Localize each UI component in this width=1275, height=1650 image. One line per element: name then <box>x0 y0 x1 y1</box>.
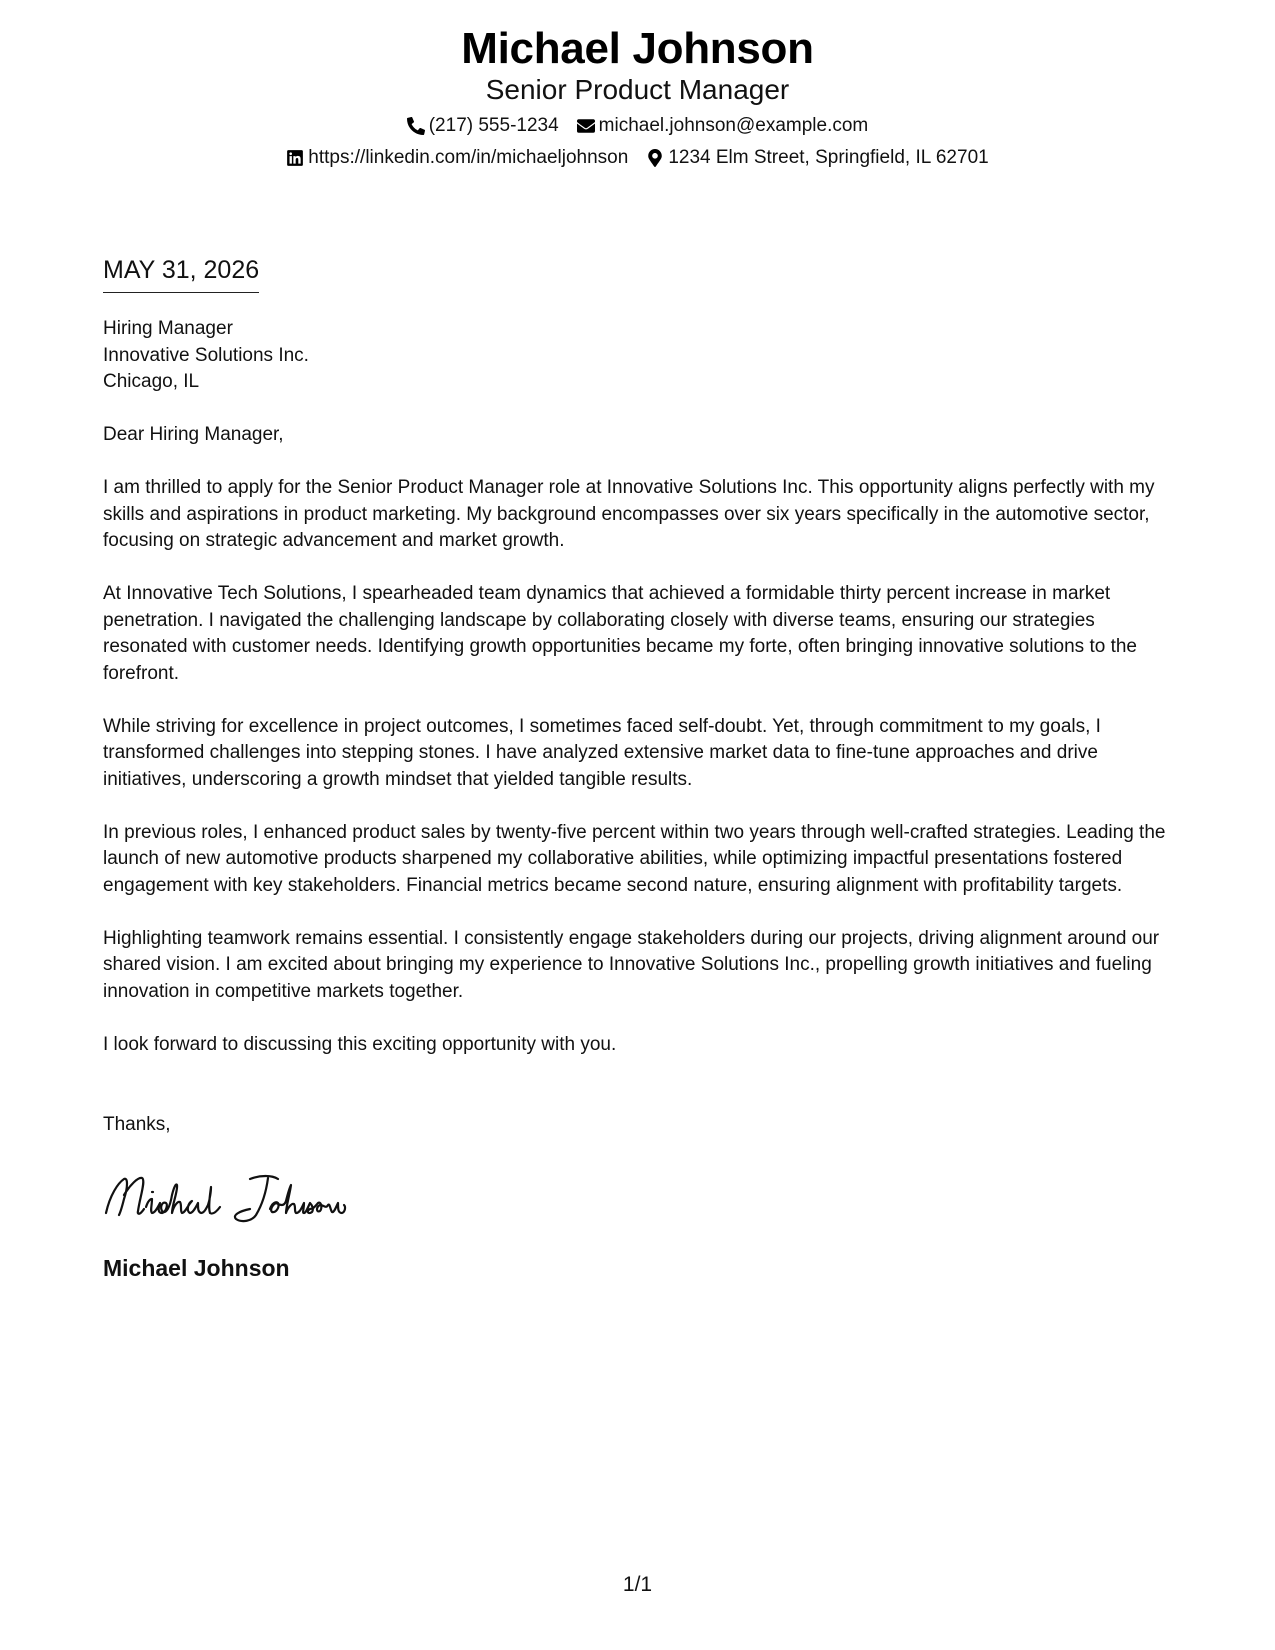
salutation: Dear Hiring Manager, <box>103 424 284 445</box>
contact-line-primary <box>0 114 1275 138</box>
body-paragraph: In previous roles, I enhanced product sales by twenty-five percent within two years through well-crafted strategies. Leading the launch of new automotive products sharpened my collaborative abilities, while optimizing impactful presentations fostered engagement with key stakeholders. Financial metrics became second nature, ensuring alignment with profitability targets. <box>103 821 1166 896</box>
body-paragraph: While striving for excellence in project outcomes, I sometimes faced self-doubt. Yet, through commitment to my goals, I transformed challenges into stepping stones. I have analyzed extensive market data to fine-tune approaches and drive initiatives, underscoring a growth mindset that yielded tangible results. <box>103 715 1101 790</box>
contact-linkedin <box>286 146 628 170</box>
recipient-block <box>103 316 309 396</box>
recipient-name: Hiring Manager <box>103 318 233 339</box>
closing: Thanks, <box>103 1114 171 1135</box>
envelope-icon <box>577 117 595 135</box>
map-marker-icon <box>646 149 664 167</box>
letter-body <box>103 422 1178 1085</box>
body-paragraph: I look forward to discussing this exciting opportunity with you. <box>103 1033 617 1055</box>
contact-line-secondary <box>0 146 1275 170</box>
page-number: 1/1 <box>622 1573 653 1596</box>
body-paragraph: Highlighting teamwork remains essential. I consistently engage stakeholders during our projects, driving alignment around our shared vision. I am excited about bringing my experience to Innovative Solutions Inc., propelling growth initiatives and fueling innovation in competitive markets together. <box>103 927 1160 1002</box>
applicant-title: Senior Product Manager <box>485 74 790 105</box>
body-paragraph: At Innovative Tech Solutions, I spearheaded team dynamics that achieved a formidable thirty percent increase in market penetration. I navigated the challenging landscape by collaborating closely with diverse teams, ensuring our strategies resonated with customer needs. Identifying growth opportunities became my forte, often bringing innovative solutions to the forefront. <box>103 583 1137 684</box>
contact-address <box>646 146 988 170</box>
contact-phone <box>407 114 559 138</box>
letter-date: MAY 31, 2026 <box>103 255 259 293</box>
phone-number: (217) 555-1234 <box>428 115 559 136</box>
street-address: 1234 Elm Street, Springfield, IL 62701 <box>668 147 989 168</box>
handwritten-signature <box>100 1165 370 1225</box>
email-address: michael.johnson@example.com <box>598 115 869 136</box>
phone-icon <box>407 117 425 135</box>
linkedin-url: https://linkedin.com/in/michaeljohnson <box>308 147 629 168</box>
body-paragraph: I am thrilled to apply for the Senior Product Manager role at Innovative Solutions Inc. This opportunity aligns perfectly with my skills and aspirations in product marketing. My background encompasses over six years specifically in the automotive sector, focusing on strategic advancement and market growth. <box>103 477 1155 551</box>
recipient-location: Chicago, IL <box>103 371 200 392</box>
applicant-name: Michael Johnson <box>461 24 814 73</box>
letter-date-block <box>103 255 259 293</box>
contact-email <box>577 114 869 138</box>
linkedin-icon <box>286 149 304 167</box>
recipient-company: Innovative Solutions Inc. <box>103 344 309 366</box>
signed-name: Michael Johnson <box>103 1255 290 1281</box>
letter-header <box>0 22 1275 170</box>
